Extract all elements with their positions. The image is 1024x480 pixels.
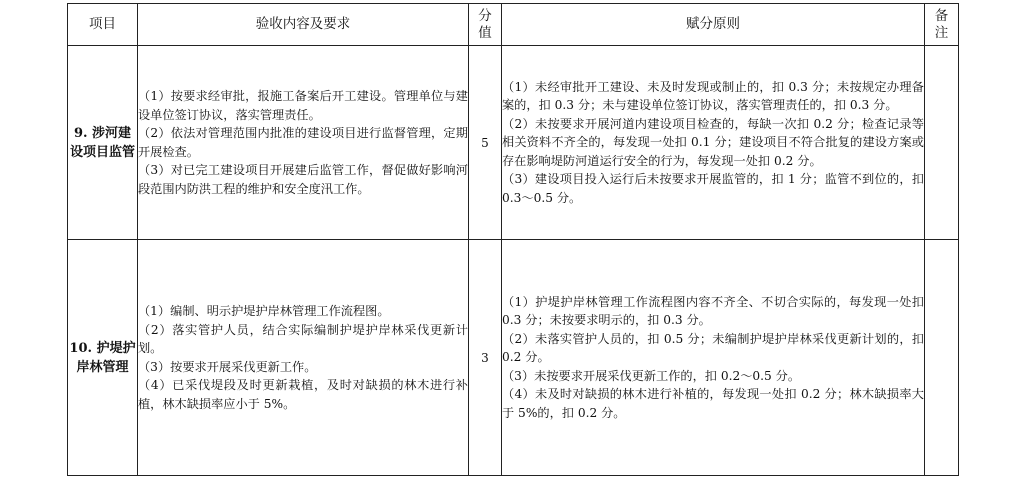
row-note: [925, 46, 959, 240]
table-header-row: [68, 4, 959, 46]
header-content: 验收内容及要求: [138, 4, 469, 46]
rule-clause: （4）未及时对缺损的林木进行补植的，每发现一处扣 0.2 分；林木缺损率大于 5%的，扣 0.2 分。: [502, 387, 924, 420]
header-note: 备注: [925, 4, 959, 46]
row-item-name: 9. 涉河建设项目监管: [68, 46, 138, 240]
row-rule: [502, 240, 925, 476]
content-clause: （2）落实管护人员，结合实际编制护堤护岸林采伐更新计划。: [138, 322, 468, 355]
row-score: 5: [469, 46, 502, 240]
row-item-name: 10. 护堤护岸林管理: [68, 240, 138, 476]
rule-clause: （2）未落实管护人员的，扣 0.5 分；未编制护堤护岸林采伐更新计划的，扣 0.2 分。: [502, 331, 924, 365]
content-clause: （3）按要求开展采伐更新工作。: [138, 359, 317, 374]
row-content: [138, 46, 469, 240]
rule-clause: （1）未经审批开工建设、未及时发现或制止的，扣 0.3 分；未按规定办理备案的，扣 0.3 分；未与建设单位签订协议，落实管理责任的，扣 0.3 分。: [502, 79, 924, 113]
content-clause: （1）编制、明示护堤护岸林管理工作流程图。: [138, 304, 390, 318]
content-clause: （1）按要求经审批，报施工备案后开工建设。管理单位与建设单位签订协议，落实管理责任。: [138, 89, 468, 122]
content-clause: （3）对已完工建设项目开展建后监管工作，督促做好影响河段范围内防洪工程的维护和安全度汛工作。: [138, 163, 468, 196]
row-rule: [502, 46, 925, 240]
header-rule: 赋分原则: [502, 4, 925, 46]
table-row: [68, 240, 959, 476]
rule-clause: （2）未按要求开展河道内建设项目检查的，每缺一次扣 0.2 分；检查记录等相关资料不齐全的，每发现一处扣 0.1 分；建设项目不符合批复的建设方案或存在影响堤防河道运行安全的行为，每发现一处扣 0.2 分。: [502, 116, 924, 168]
header-item: 项目: [68, 4, 138, 46]
rule-clause: （3）未按要求开展采伐更新工作的，扣 0.2～0.5 分。: [502, 368, 801, 383]
row-content: [138, 240, 469, 476]
table-row: [68, 46, 959, 240]
row-score: 3: [469, 240, 502, 476]
rule-clause: （1）护堤护岸林管理工作流程图内容不齐全、不切合实际的，每发现一处扣 0.3 分；未按要求明示的，扣 0.3 分。: [502, 294, 924, 328]
rule-clause: （3）建设项目投入运行后未按要求开展监管的，扣 1 分；监管不到位的，扣 0.3～0.5 分。: [502, 172, 924, 205]
content-clause: （4）已采伐堤段及时更新栽植，及时对缺损的林木进行补植，林木缺损率应小于 5%。: [138, 378, 468, 411]
acceptance-criteria-table: [67, 3, 959, 476]
row-note: [925, 240, 959, 476]
content-clause: （2）依法对管理范围内批准的建设项目进行监督管理，定期开展检查。: [138, 126, 468, 159]
header-score: 分值: [469, 4, 502, 46]
